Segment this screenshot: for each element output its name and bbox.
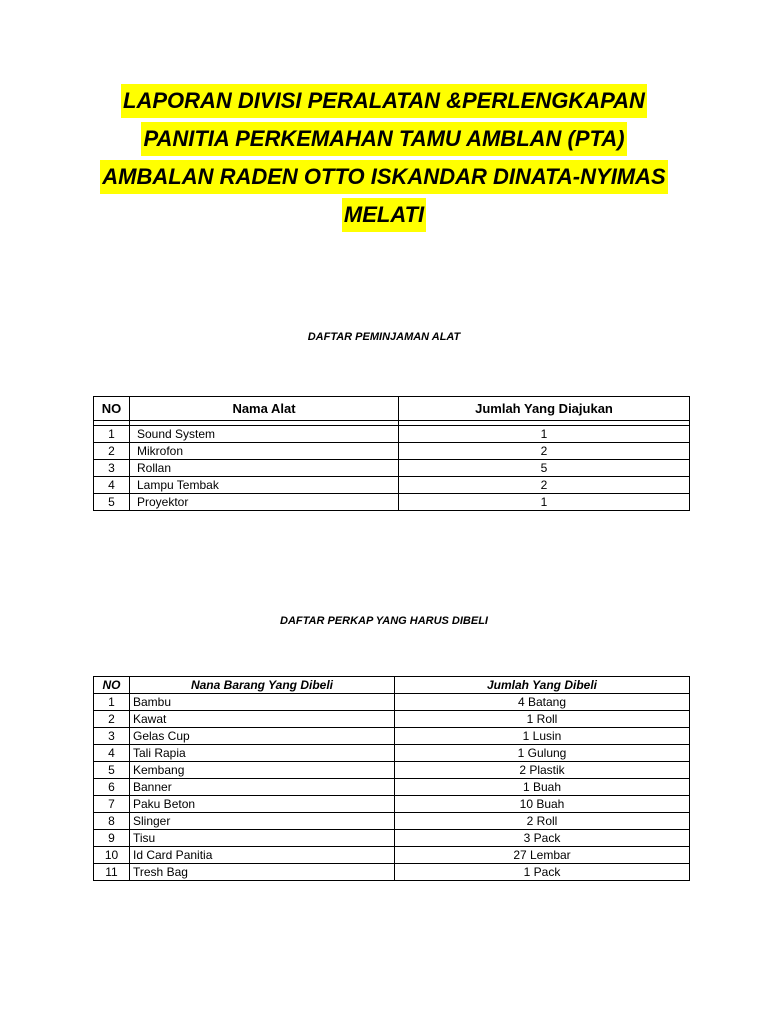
borrow-table-body xyxy=(94,421,690,511)
title-line-1: LAPORAN DIVISI PERALATAN &PERLENGKAPAN xyxy=(121,84,647,118)
col-header-no: NO xyxy=(94,397,130,421)
row-quantity: 1 xyxy=(399,426,690,443)
row-item-name: Tali Rapia xyxy=(130,745,395,762)
row-no: 3 xyxy=(94,728,130,745)
row-item-name: Kawat xyxy=(130,711,395,728)
row-item-name: Rollan xyxy=(130,460,399,477)
row-no: 7 xyxy=(94,796,130,813)
report-title xyxy=(60,84,708,236)
row-no: 5 xyxy=(94,762,130,779)
row-no: 4 xyxy=(94,745,130,762)
row-item-name: Banner xyxy=(130,779,395,796)
col-header-qty: Jumlah Yang Dibeli xyxy=(395,677,690,694)
borrow-section-heading: DAFTAR PEMINJAMAN ALAT xyxy=(307,331,461,343)
row-quantity: 1 Roll xyxy=(395,711,690,728)
col-header-name: Nana Barang Yang Dibeli xyxy=(130,677,395,694)
row-item-name: Tisu xyxy=(130,830,395,847)
borrow-table xyxy=(93,396,690,511)
table-row xyxy=(94,728,690,745)
table-row xyxy=(94,477,690,494)
table-header-row xyxy=(94,397,690,421)
row-item-name: Mikrofon xyxy=(130,443,399,460)
purchase-table xyxy=(93,676,690,881)
row-item-name: Id Card Panitia xyxy=(130,847,395,864)
row-item-name: Sound System xyxy=(130,426,399,443)
row-no: 10 xyxy=(94,847,130,864)
col-header-name: Nama Alat xyxy=(130,397,399,421)
table-row xyxy=(94,426,690,443)
table-row xyxy=(94,694,690,711)
row-no: 8 xyxy=(94,813,130,830)
table-row xyxy=(94,813,690,830)
row-no: 1 xyxy=(94,426,130,443)
row-quantity: 1 Gulung xyxy=(395,745,690,762)
table-row xyxy=(94,847,690,864)
row-quantity: 27 Lembar xyxy=(395,847,690,864)
row-no: 4 xyxy=(94,477,130,494)
table-row xyxy=(94,779,690,796)
row-item-name: Paku Beton xyxy=(130,796,395,813)
table-row xyxy=(94,830,690,847)
row-item-name: Proyektor xyxy=(130,494,399,511)
table-row xyxy=(94,796,690,813)
row-no: 2 xyxy=(94,711,130,728)
row-quantity: 2 xyxy=(399,443,690,460)
row-item-name: Lampu Tembak xyxy=(130,477,399,494)
table-row xyxy=(94,443,690,460)
table-row xyxy=(94,711,690,728)
table-row xyxy=(94,745,690,762)
row-no: 9 xyxy=(94,830,130,847)
title-line-3: AMBALAN RADEN OTTO ISKANDAR DINATA-NYIMAS xyxy=(100,160,667,194)
row-item-name: Gelas Cup xyxy=(130,728,395,745)
row-quantity: 3 Pack xyxy=(395,830,690,847)
row-quantity: 10 Buah xyxy=(395,796,690,813)
col-header-no: NO xyxy=(94,677,130,694)
row-item-name: Kembang xyxy=(130,762,395,779)
row-no: 2 xyxy=(94,443,130,460)
purchase-table-body xyxy=(94,694,690,881)
row-quantity: 1 Buah xyxy=(395,779,690,796)
row-item-name: Tresh Bag xyxy=(130,864,395,881)
table-row xyxy=(94,762,690,779)
row-no: 5 xyxy=(94,494,130,511)
row-no: 3 xyxy=(94,460,130,477)
row-no: 6 xyxy=(94,779,130,796)
row-quantity: 1 Lusin xyxy=(395,728,690,745)
purchase-section-heading: DAFTAR PERKAP YANG HARUS DIBELI xyxy=(280,615,488,627)
table-row xyxy=(94,494,690,511)
row-quantity: 2 Roll xyxy=(395,813,690,830)
row-quantity: 2 xyxy=(399,477,690,494)
row-quantity: 2 Plastik xyxy=(395,762,690,779)
row-quantity: 1 Pack xyxy=(395,864,690,881)
title-line-4: MELATI xyxy=(342,198,426,232)
row-no: 11 xyxy=(94,864,130,881)
row-item-name: Bambu xyxy=(130,694,395,711)
row-no: 1 xyxy=(94,694,130,711)
row-quantity: 4 Batang xyxy=(395,694,690,711)
table-row xyxy=(94,460,690,477)
col-header-qty: Jumlah Yang Diajukan xyxy=(399,397,690,421)
table-header-row xyxy=(94,677,690,694)
row-quantity: 5 xyxy=(399,460,690,477)
row-quantity: 1 xyxy=(399,494,690,511)
table-row xyxy=(94,864,690,881)
row-item-name: Slinger xyxy=(130,813,395,830)
title-line-2: PANITIA PERKEMAHAN TAMU AMBLAN (PTA) xyxy=(141,122,626,156)
